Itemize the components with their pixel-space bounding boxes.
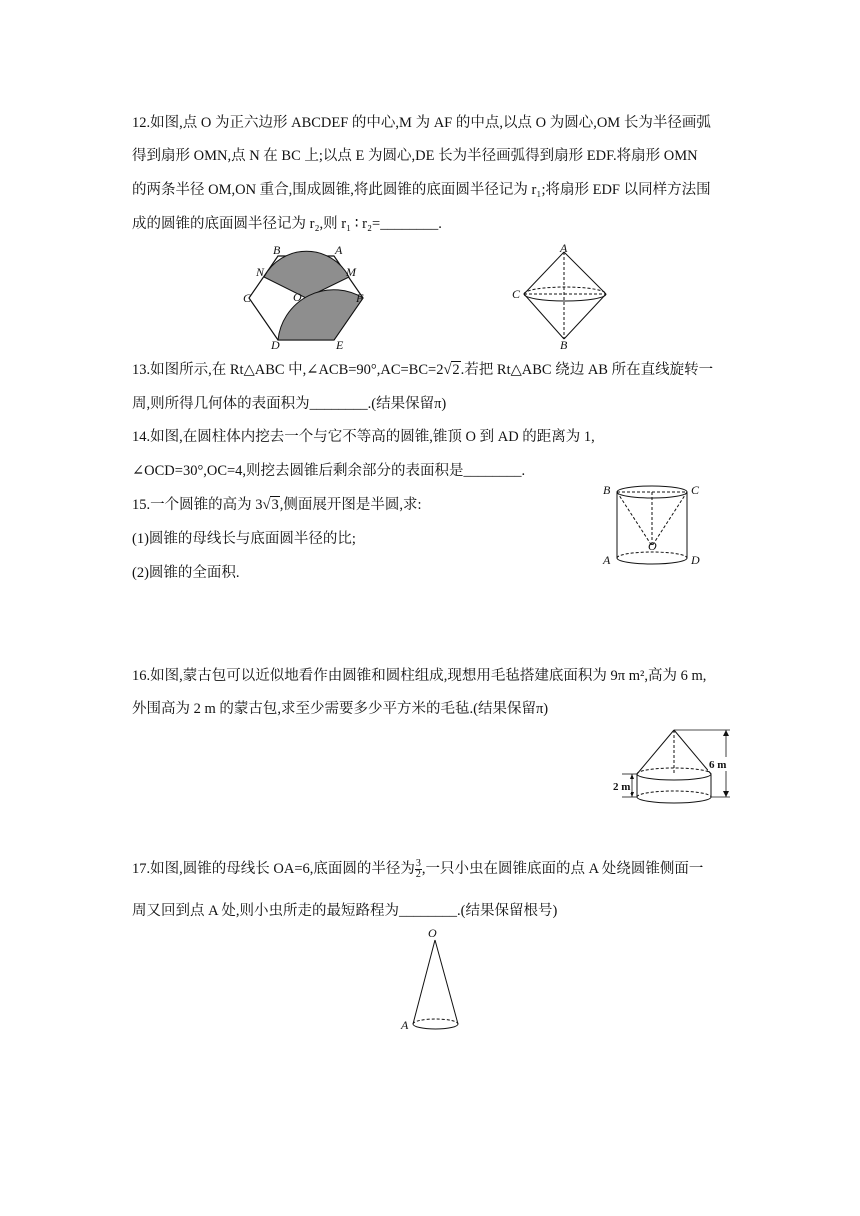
cone-figure	[398, 926, 468, 1036]
cyl-label-d: D	[691, 553, 700, 567]
q13-line-1	[132, 360, 713, 380]
label-f: F	[356, 291, 364, 305]
q15-line-2: (1)圆锥的母线长与底面圆半径的比;	[132, 531, 356, 547]
q15-line-1	[132, 495, 422, 515]
q17-frac-num: 3	[415, 858, 421, 870]
q12-line-1: 12.如图,点 O 为正六边形 ABCDEF 的中心,M 为 AF 的中点,以点 O 为圆心,OM 长为半径画弧	[132, 115, 711, 131]
hexagon-sector-figure	[245, 244, 375, 350]
q14-line-2: ∠OCD=30°,OC=4,则挖去圆锥后剩余部分的表面积是________.	[132, 463, 526, 479]
label-c: C	[243, 291, 252, 305]
cone-label-a: A	[560, 241, 568, 255]
q17-line-1-tail: ,一只小虫在圆锥底面的点 A 处绕圆锥侧面一	[421, 861, 704, 877]
label-o: O	[293, 290, 302, 304]
label-b: B	[273, 243, 281, 257]
q17-frac-den: 2	[415, 869, 421, 881]
q12-line-4: 成的圆锥的底面圆半径记为 r₂,则 r₁ ∶ r₂=________.	[132, 216, 442, 232]
q15-line-3: (2)圆锥的全面积.	[132, 565, 240, 581]
yurt-figure	[612, 724, 734, 808]
q15-sqrt: √3	[262, 497, 279, 513]
q14-line-1: 14.如图,在圆柱体内挖去一个与它不等高的圆锥,锥顶 O 到 AD 的距离为 1,	[132, 429, 595, 445]
label-n: N	[256, 265, 265, 279]
cone-label-c: C	[512, 287, 521, 301]
q12-line-3: 的两条半径 OM,ON 重合,围成圆锥,将此圆锥的底面圆半径记为 r₁;将扇形 EDF 以同样方法围	[132, 182, 711, 198]
dim-total-height: 6 m	[709, 759, 727, 771]
cylinder-cone-figure	[600, 478, 700, 572]
q17-line-1	[132, 859, 703, 880]
label-d: D	[271, 338, 280, 352]
q12-line-2: 得到扇形 OMN,点 N 在 BC 上;以点 E 为圆心,DE 长为半径画弧得到扇形 EDF.将扇形 OMN	[132, 148, 698, 164]
q16-line-1: 16.如图,蒙古包可以近似地看作由圆锥和圆柱组成,现想用毛毡搭建底面积为 9π m²,高为 6 m,	[132, 668, 707, 684]
cone-label-a2: A	[401, 1018, 409, 1032]
q17-fraction	[415, 859, 422, 880]
q13-radicand: 2	[452, 362, 460, 378]
sector-edf	[278, 290, 363, 340]
q15-line-1-tail: ,侧面展开图是半圆,求:	[279, 497, 422, 513]
label-m: M	[346, 265, 356, 279]
q15-radicand: 3	[271, 497, 279, 513]
label-a: A	[335, 243, 343, 257]
cyl-label-c: C	[691, 483, 700, 497]
dim-wall-height: 2 m	[613, 781, 631, 793]
q15-line-1-text: 15.一个圆锥的高为 3	[132, 497, 263, 513]
q13-line-1-text: 13.如图所示,在 Rt△ABC 中,∠ACB=90°,AC=BC=2	[132, 362, 444, 378]
q13-line-2: 周,则所得几何体的表面积为________.(结果保留π)	[132, 396, 447, 412]
cyl-label-a: A	[603, 553, 611, 567]
label-e: E	[336, 338, 344, 352]
double-cone-figure	[508, 241, 618, 352]
cone-label-o: O	[428, 926, 437, 940]
q17-line-2: 周又回到点 A 处,则小虫所走的最短路程为________.(结果保留根号)	[132, 903, 558, 919]
q17-line-1-text: 17.如图,圆锥的母线长 OA=6,底面圆的半径为	[132, 861, 415, 877]
q16-line-2: 外围高为 2 m 的蒙古包,求至少需要多少平方米的毛毡.(结果保留π)	[132, 701, 549, 717]
cyl-label-o: O	[648, 539, 657, 553]
cone-label-b: B	[560, 338, 568, 352]
q13-line-1-tail: .若把 Rt△ABC 绕边 AB 所在直线旋转一	[460, 362, 714, 378]
q13-sqrt: √2	[443, 362, 460, 378]
cyl-label-b: B	[603, 483, 611, 497]
